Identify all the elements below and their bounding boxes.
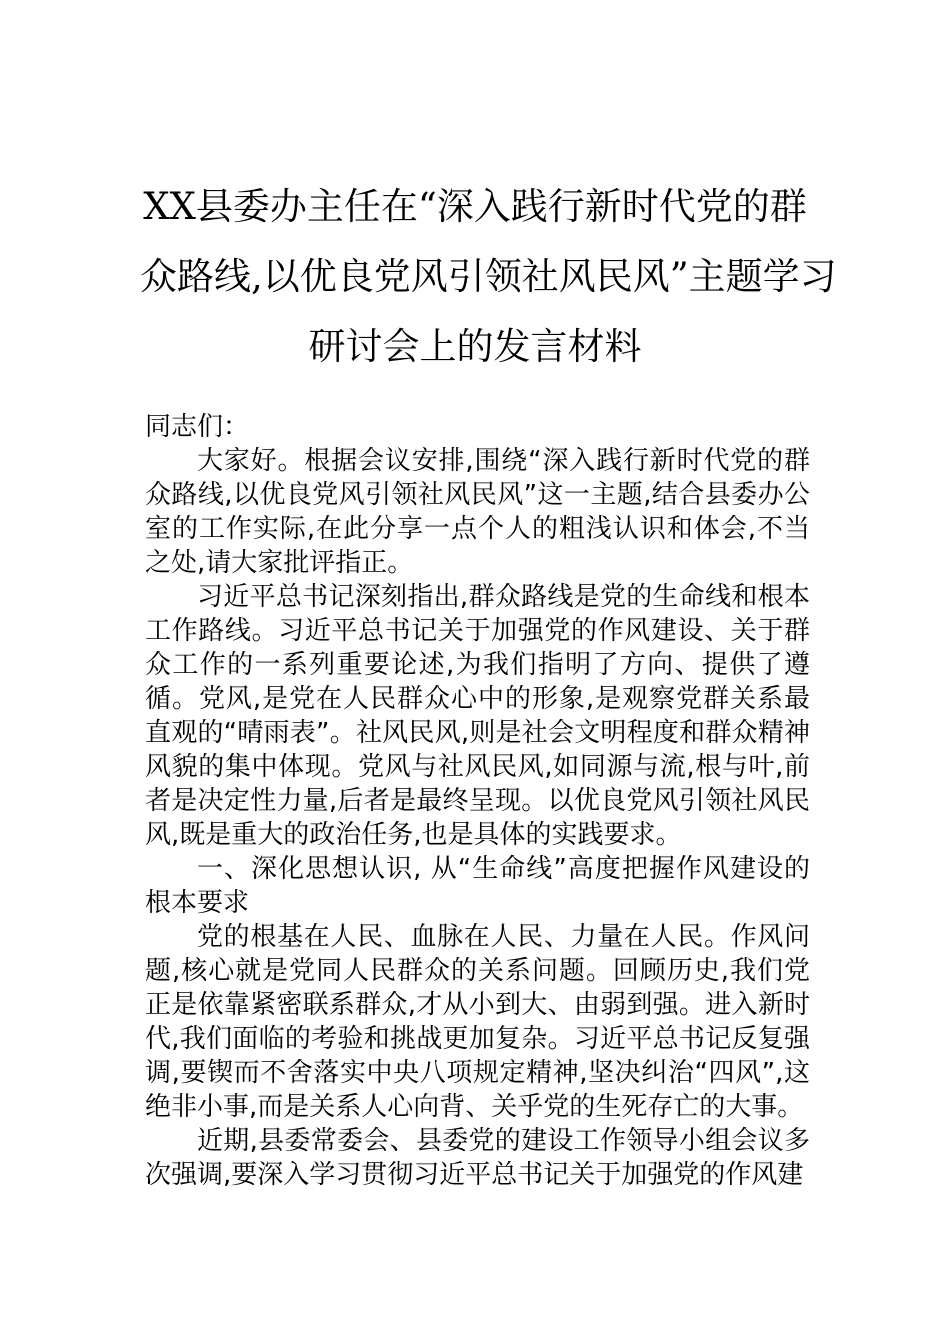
document-body	[145, 410, 810, 1192]
paragraph-opening: 大家好。根据会议安排,围绕“深入践行新时代党的群众路线,以优良党风引领社风民风”这一主题,结合县委办公室的工作实际,在此分享一点个人的粗浅认识和体会,不当之处,请大家批评指正。	[145, 446, 810, 578]
document-title	[140, 172, 837, 382]
paragraph-recent: 近期,县委常委会、县委党的建设工作领导小组会议多次强调,要深入学习贯彻习近平总书记关于加强党的作风建	[145, 1126, 810, 1190]
paragraph-context: 习近平总书记深刻指出,群众路线是党的生命线和根本工作路线。习近平总书记关于加强党的作风建设、关于群众工作的一系列重要论述,为我们指明了方向、提供了遵循。党风,是党在人民群众心中的形象,是观察党群关系最直观的“晴雨表”。社风民风,则是社会文明程度和群众精神风貌的集中体现。党风与社风民风,如同源与流,根与叶,前者是决定性力量,后者是最终呈现。以优良党风引领社风民风,既是重大的政治任务,也是具体的实践要求。	[145, 582, 810, 850]
title-line-1: XX县委办主任在“深入践行新时代党的群	[143, 185, 807, 228]
paragraph-section-1: 党的根基在人民、血脉在人民、力量在人民。作风问题,核心就是党同人民群众的关系问题。回顾历史,我们党正是依靠紧密联系群众,才从小到大、由弱到强。进入新时代,我们面临的考验和挑战更加复杂。习近平总书记反复强调,要锲而不舍落实中央八项规定精神,坚决纠治“四风”,这绝非小事,而是关系人心向背、关乎党的生死存亡的大事。	[145, 922, 810, 1122]
section-heading-1: 一、深化思想认识, 从“生命线”高度把握作风建设的根本要求	[145, 854, 810, 918]
salutation: 同志们：	[145, 412, 250, 442]
title-line-2: 众路线,以优良党风引领社风民风”主题学习	[140, 255, 837, 298]
title-line-3: 研讨会上的发言材料	[308, 325, 642, 368]
